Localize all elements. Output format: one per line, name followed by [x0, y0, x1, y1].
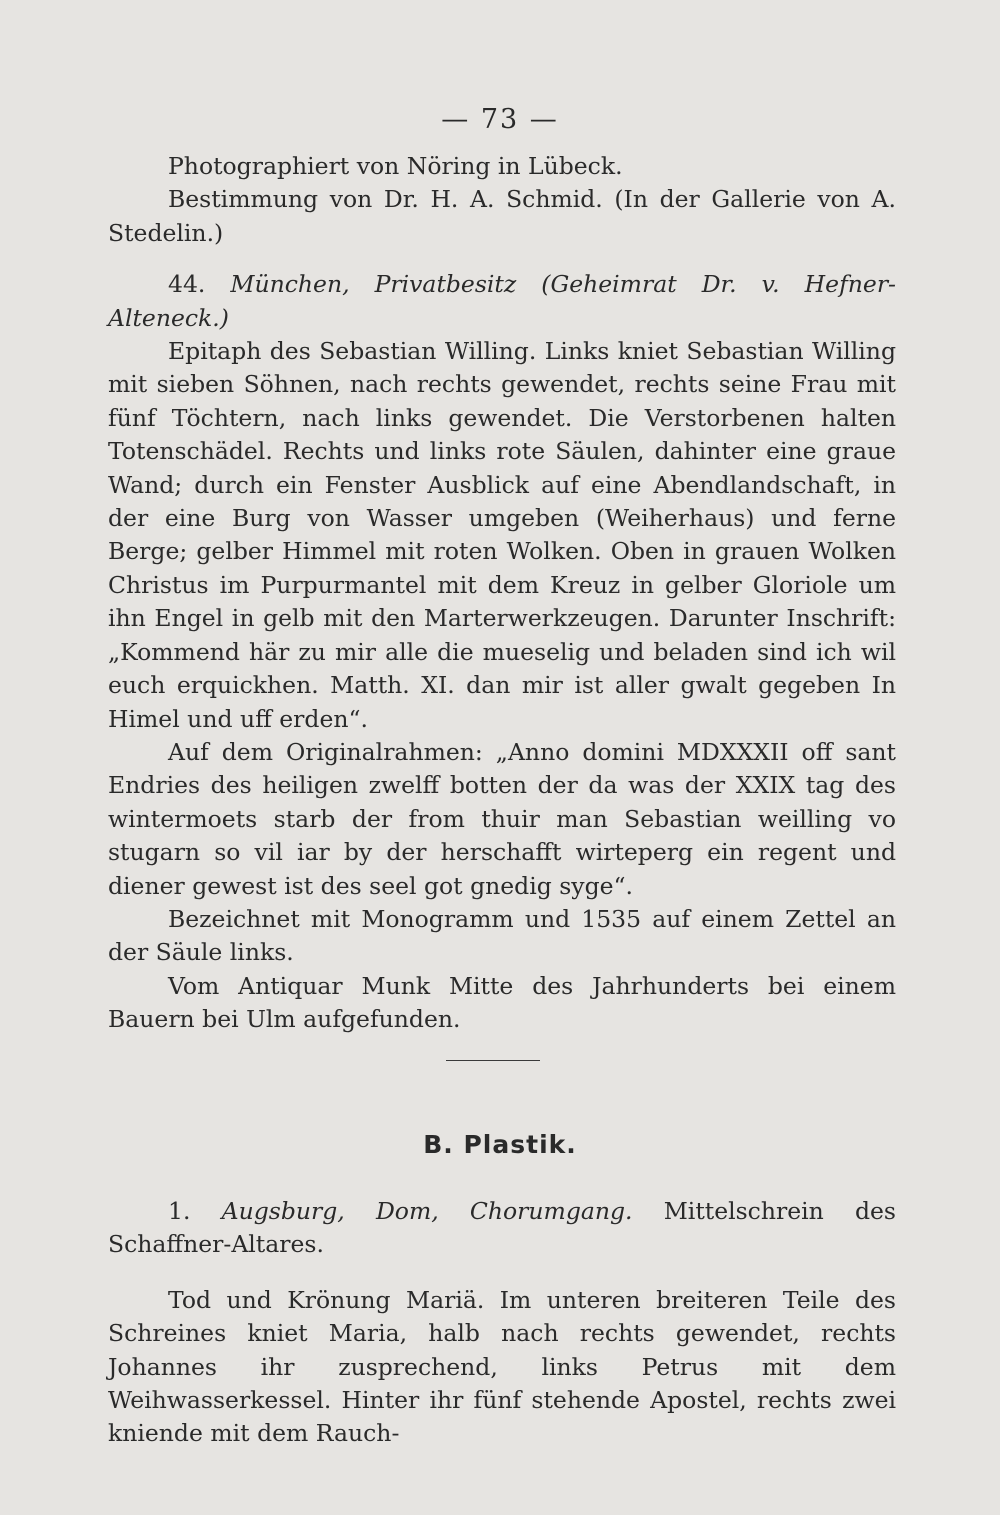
entry-1-number: 1. — [168, 1197, 191, 1225]
paragraph-frame-inscription: Auf dem Originalrahmen: „Anno domini MDXXXII off sant Endries des heiligen zwelff botten der da was der XXIX tag des wintermoets starb der from thuir man Sebastian weilling vo stugarn so vil iar by der herschafft wirteperg ein regent und diener gewest ist des seel got gnedig syge“. — [108, 737, 896, 900]
entry-1-title: Mittelschrein des Schaffner-Altares. — [108, 1197, 896, 1259]
main-text — [108, 150, 896, 1037]
section-divider — [446, 1060, 540, 1061]
paragraph-death-coronation: Tod und Krönung Mariä. Im unteren breiteren Teile des Schreines kniet Maria, halb nach rechts gewendet, rechts Johannes ihr zusprechend, links Petrus mit dem Weihwasserkessel. Hinter ihr fünf stehende Apostel, rechts zwei kniende mit dem Rauch- — [108, 1285, 896, 1448]
paragraph-attribution: Bestimmung von Dr. H. A. Schmid. (In der Gallerie von A. Stedelin.) — [108, 185, 896, 247]
paragraph-monogram: Bezeichnet mit Monogramm und 1535 auf einem Zettel an der Säule links. — [108, 904, 896, 967]
section-text — [108, 1195, 896, 1451]
paragraph-photographed: Photographiert von Nöring in Lübeck. — [168, 152, 623, 180]
paragraph-epitaph-description: Epitaph des Sebastian Willing. Links kniet Sebastian Willing mit sieben Söhnen, nach rechts gewendet, rechts seine Frau mit fünf Töchtern, nach links gewendet. Die Verstorbenen halten Totenschädel. Rechts und links rote Säulen, dahinter eine graue Wand; durch ein Fenster Ausblick auf eine Abendlandschaft, in der eine Burg von Wasser umgeben (Weiherhaus) und ferne Berge; gelber Himmel mit roten Wolken. Oben in grauen Wolken Christus im Purpurmantel mit dem Kreuz in gelber Gloriole um ihn Engel in gelb mit den Marterwerkzeugen. Darunter Inschrift: „Kommend här zu mir alle die mueselig und beladen sind ich wil euch erquickhen. Matth. XI. dan mir ist aller gwalt gegeben In Himel und uff erden“. — [108, 337, 896, 733]
entry-44-heading — [108, 268, 896, 335]
entry-1-location: Augsburg, Dom, Chorumgang. — [221, 1197, 633, 1225]
entry-1-heading — [108, 1195, 896, 1262]
page-number: — 73 — — [441, 104, 559, 135]
section-heading: B. Plastik. — [423, 1130, 577, 1159]
entry-44-number: 44. — [168, 270, 206, 299]
entry-44-location: München, Privatbesitz (Geheimrat Dr. v. Hefner-Alteneck.) — [108, 270, 896, 332]
paragraph-provenance: Vom Antiquar Munk Mitte des Jahrhunderts bei einem Bauern bei Ulm aufgefunden. — [108, 971, 896, 1034]
